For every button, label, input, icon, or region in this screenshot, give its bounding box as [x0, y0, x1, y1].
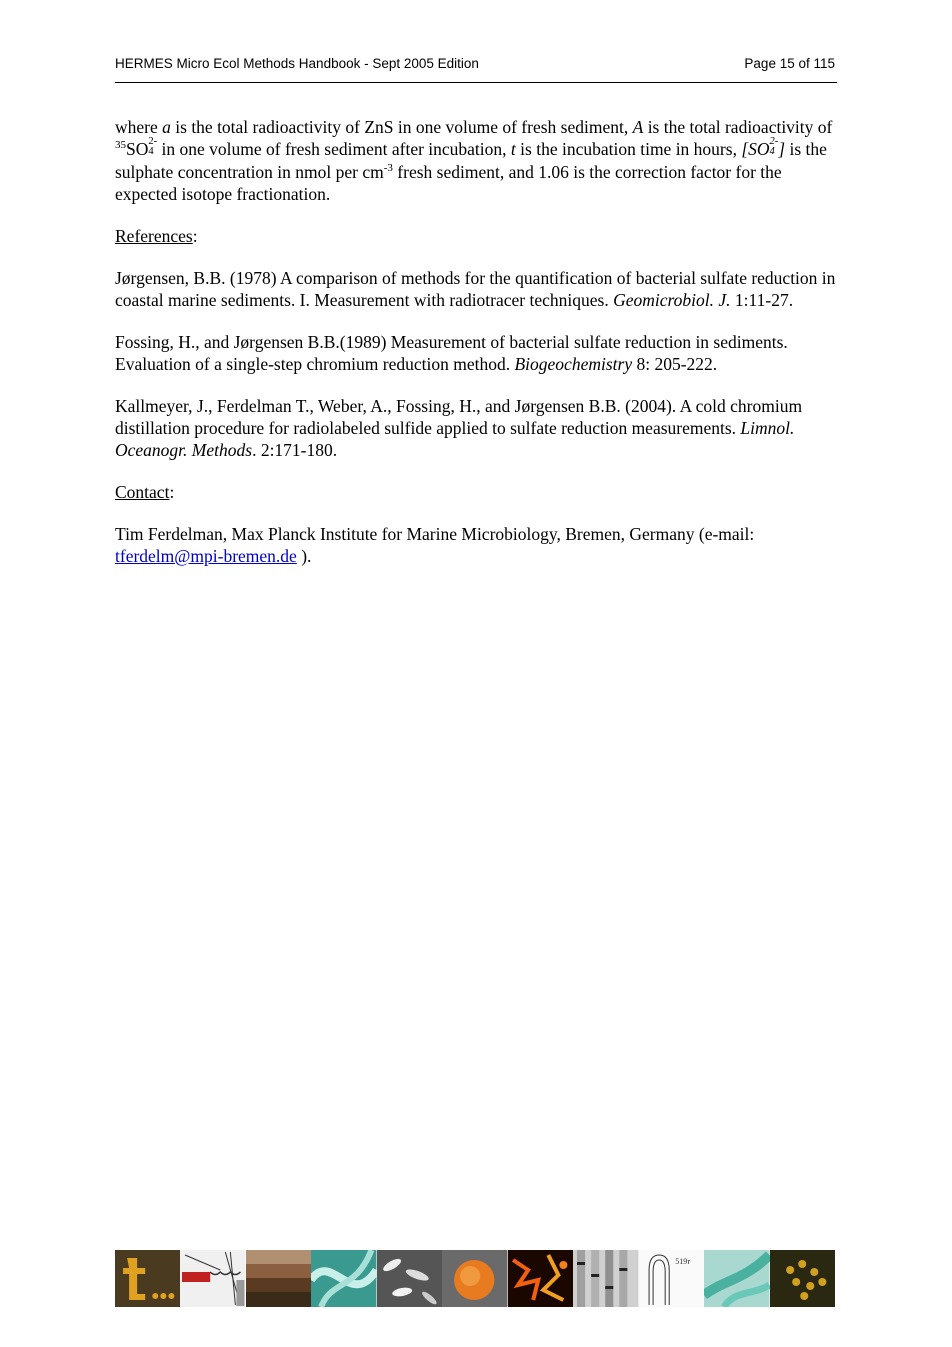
- reference-volume: 8: 205-222.: [632, 353, 718, 374]
- isotope-subscript: 4: [148, 145, 154, 157]
- contact-paragraph: [115, 523, 839, 567]
- contact-heading: [115, 481, 839, 503]
- conc-charge: 2-: [769, 135, 779, 147]
- conc-subscript: 4: [769, 145, 775, 157]
- isotope-mass: 35: [115, 139, 126, 152]
- isotope-symbol: SO: [126, 139, 149, 159]
- conc-close: ]: [778, 139, 786, 159]
- gene-diagram-image: [180, 1250, 245, 1307]
- fluorescence-image: [508, 1250, 573, 1307]
- electron-micrograph-image: [377, 1250, 442, 1307]
- page-header: [115, 56, 837, 83]
- text-run: is the total radioactivity of ZnS in one volume of fresh sediment,: [170, 117, 633, 137]
- text-run: fresh sediment, and 1.06 is the correction factor for the expected isotope fractionation.: [115, 161, 782, 204]
- cyan-filament-image: [704, 1250, 769, 1307]
- sulphate-concentration: [741, 135, 786, 159]
- footer-image-strip: [115, 1250, 835, 1307]
- rna-structure-graphic: [639, 1250, 704, 1307]
- reference-text: Fossing, H., and Jørgensen B.B.(1989) Measurement of bacterial sulfate reduction in sediments. Evaluation of a single-step chromium reduction method.: [115, 331, 788, 374]
- reference-journal: Geomicrobiol. J.: [613, 289, 731, 310]
- reference-journal: Biogeochemistry: [514, 353, 633, 374]
- document-title: HERMES Micro Ecol Methods Handbook - Sept 2005 Edition: [115, 56, 479, 71]
- text-run: is the sulphate concentration in nmol per cm: [115, 139, 827, 182]
- var-A: A: [632, 117, 644, 137]
- document-body: [115, 116, 839, 567]
- gene-diagram-graphic: [180, 1250, 245, 1307]
- rna-label-519r: 519r: [674, 1257, 690, 1266]
- reference-item: [115, 395, 839, 461]
- conc-open: [SO: [741, 139, 770, 159]
- references-heading-text: References: [115, 225, 193, 246]
- text-run: is the incubation time in hours,: [515, 139, 742, 159]
- isotope-charge: 2-: [148, 135, 158, 147]
- yellow-dots-image: [770, 1250, 835, 1307]
- isotope-indices: [148, 137, 157, 157]
- rna-structure-image: [639, 1250, 704, 1307]
- contact-text: Tim Ferdelman, Max Planck Institute for Marine Microbiology, Bremen, Germany (e-mail:: [115, 523, 755, 544]
- reference-volume: 1:11-27.: [730, 289, 794, 310]
- yellow-dots-graphic: [770, 1250, 835, 1307]
- references-heading: [115, 225, 839, 247]
- bacteria-filament-image: [311, 1250, 376, 1307]
- reference-item: [115, 331, 839, 375]
- text-run: is the total radioactivity of: [643, 117, 833, 137]
- unit-exponent: -3: [383, 162, 393, 175]
- sediment-core-image: [246, 1250, 311, 1307]
- reference-journal: Limnol. Oceanogr. Methods: [115, 417, 795, 460]
- text-run: where: [115, 117, 163, 137]
- gel-electrophoresis-graphic: [573, 1250, 638, 1307]
- contact-close: ).: [296, 545, 312, 566]
- text-run: in one volume of fresh sediment after incubation,: [157, 139, 511, 159]
- formula-explanation-paragraph: [115, 116, 839, 205]
- conc-indices: [770, 137, 779, 157]
- reference-item: [115, 267, 839, 311]
- page-number: Page 15 of 115: [744, 56, 835, 71]
- electron-micrograph-graphic: [377, 1250, 442, 1307]
- cyan-filament-graphic: [704, 1250, 769, 1307]
- microbe-letter-graphic: [115, 1250, 180, 1307]
- colon: :: [192, 225, 198, 246]
- reference-text: Kallmeyer, J., Ferdelman T., Weber, A., Fossing, H., and Jørgensen B.B. (2004). A cold chromium distillation procedure for radiolabeled sulfide applied to sulfate reduction measurements.: [115, 395, 803, 438]
- microbe-letter-image: [115, 1250, 180, 1307]
- bacteria-filament-graphic: [311, 1250, 376, 1307]
- orange-cell-graphic: [442, 1250, 507, 1307]
- reference-volume: . 2:171-180.: [252, 439, 338, 460]
- email-link[interactable]: tferdelm@mpi-bremen.de: [115, 545, 297, 566]
- contact-heading-text: Contact: [115, 481, 170, 502]
- var-t: t: [510, 139, 516, 159]
- var-a: a: [162, 117, 171, 137]
- fluorescence-graphic: [508, 1250, 573, 1307]
- orange-cell-image: [442, 1250, 507, 1307]
- gel-electrophoresis-image: [573, 1250, 638, 1307]
- reference-text: Jørgensen, B.B. (1978) A comparison of methods for the quantification of bacterial sulfate reduction in coastal marine sediments. I. Measurement with radiotracer techniques.: [115, 267, 836, 310]
- colon: :: [169, 481, 175, 502]
- sediment-core-graphic: [246, 1250, 311, 1307]
